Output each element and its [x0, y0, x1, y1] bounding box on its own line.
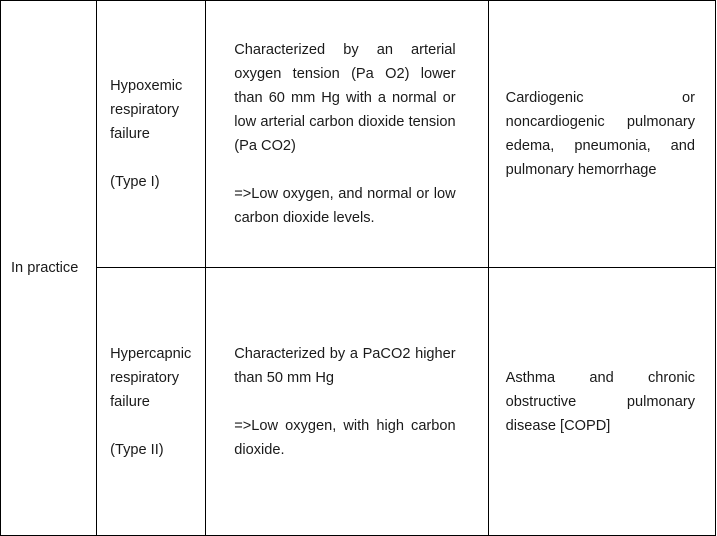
description-cell: [206, 268, 488, 536]
description-text: Characterized by a PaCO2 higher than 50 mm Hg: [234, 345, 456, 386]
examples-text: Asthma and chronic obstructive pulmonary disease [COPD]: [505, 369, 695, 434]
table-row: [1, 268, 716, 536]
type-name: Hypoxemic respiratory failure: [110, 78, 183, 142]
type-code: (Type I): [110, 174, 160, 190]
description-cell: [206, 1, 488, 268]
type-code: (Type II): [110, 441, 164, 458]
row-group-label-cell: [1, 1, 97, 536]
type-cell: [97, 268, 206, 536]
type-cell: [97, 1, 206, 268]
examples-cell: [488, 1, 715, 268]
description-text: Characterized by an arterial oxygen tension (Pa O2) lower than 60 mm Hg with a normal or low arterial carbon dioxide tension (Pa CO2): [234, 42, 456, 154]
row-group-label: In practice: [11, 260, 79, 276]
examples-cell: [488, 268, 715, 536]
type-name: Hypercapnic respiratory failure: [110, 345, 192, 410]
table-row: [1, 1, 716, 268]
summary-text: =>Low oxygen, and normal or low carbon dioxide levels.: [234, 186, 456, 226]
examples-text: Cardiogenic or noncardiogenic pulmonary edema, pneumonia, and pulmonary hemorrhage: [505, 90, 695, 178]
summary-text: =>Low oxygen, with high carbon dioxide.: [234, 417, 456, 458]
